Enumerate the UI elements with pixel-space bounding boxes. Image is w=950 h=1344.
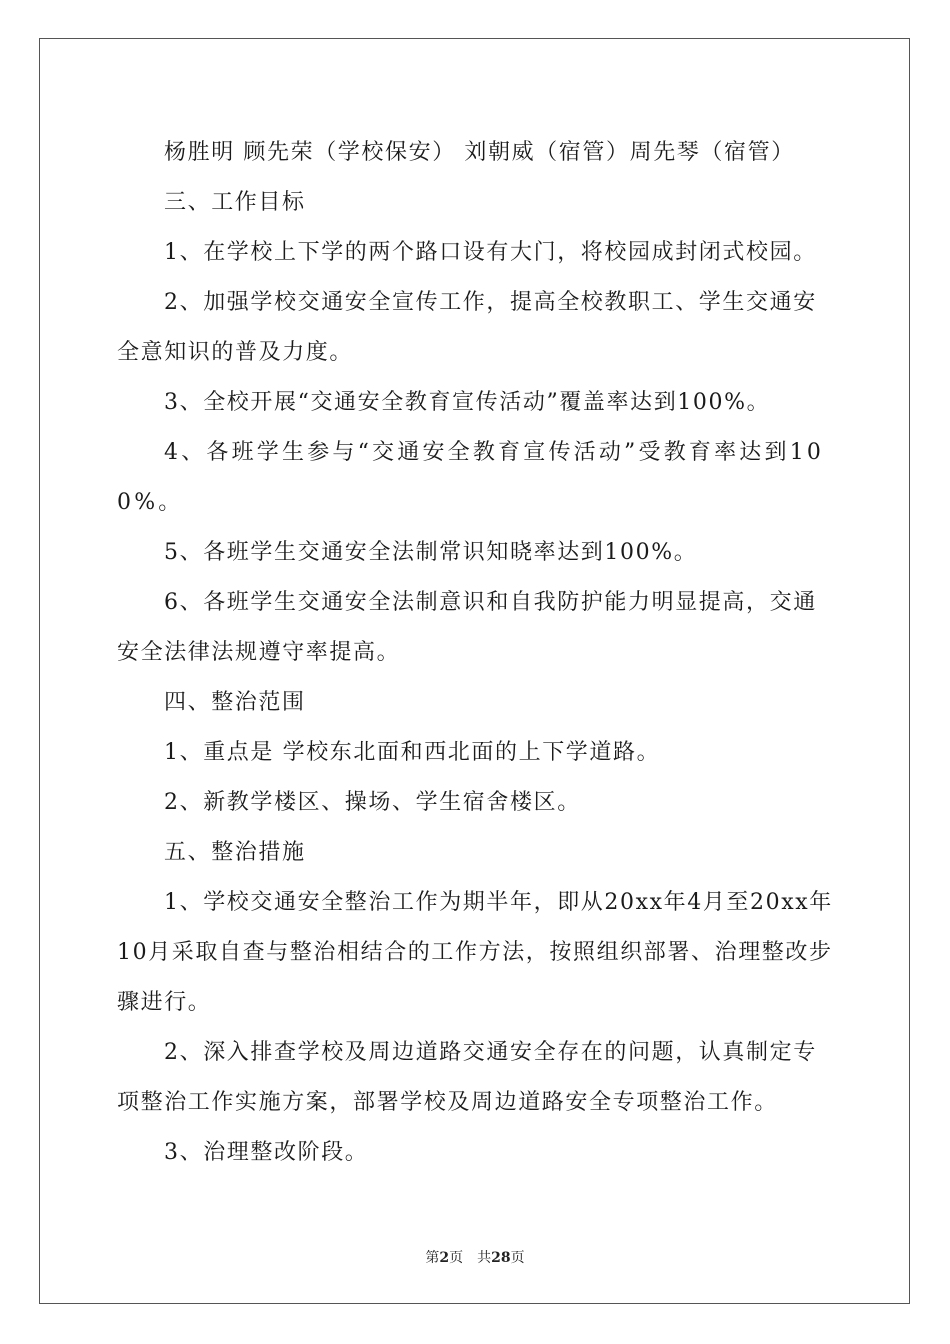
paragraph: 2、加强学校交通安全宣传工作，提高全校教职工、学生交通安全意知识的普及力度。 [117,290,817,365]
section-heading: 三、工作目标 [164,190,306,215]
document-body [117,128,837,1178]
paragraph: 杨胜明 顾先荣（学校保安） 刘朝威（宿管）周先琴（宿管） [164,140,795,165]
page-number: 2 [439,1250,450,1266]
page-footer [0,1247,950,1267]
paragraph: 4、各班学生参与“交通安全教育宣传活动”受教育率达到100%。 [117,440,825,515]
total-suffix: 页 [510,1250,525,1266]
paragraph: 2、深入排查学校及周边道路交通安全存在的问题，认真制定专项整治工作实施方案，部署学校及周边道路安全专项整治工作。 [117,1040,817,1115]
paragraph: 3、全校开展“交通安全教育宣传活动”覆盖率达到100%。 [164,390,771,415]
section-heading: 四、整治范围 [164,690,306,715]
paragraph: 3、治理整改阶段。 [164,1140,369,1165]
total-prefix: 共 [477,1250,492,1266]
section-heading: 五、整治措施 [164,840,306,865]
paragraph: 1、重点是 学校东北面和西北面的上下学道路。 [164,740,661,765]
paragraph: 1、学校交通安全整治工作为期半年，即从20xx年4月至20xx年10月采取自查与整治相结合的工作方法，按照组织部署、治理整改步骤进行。 [117,890,833,1015]
paragraph: 2、新教学楼区、操场、学生宿舍楼区。 [164,790,581,815]
page-suffix: 页 [449,1250,464,1266]
paragraph: 1、在学校上下学的两个路口设有大门，将校园成封闭式校园。 [164,240,817,265]
page-prefix: 第 [425,1250,440,1266]
paragraph: 6、各班学生交通安全法制意识和自我防护能力明显提高，交通安全法律法规遵守率提高。 [117,590,817,665]
paragraph: 5、各班学生交通安全法制常识知晓率达到100%。 [164,540,698,565]
total-pages: 28 [491,1250,511,1266]
